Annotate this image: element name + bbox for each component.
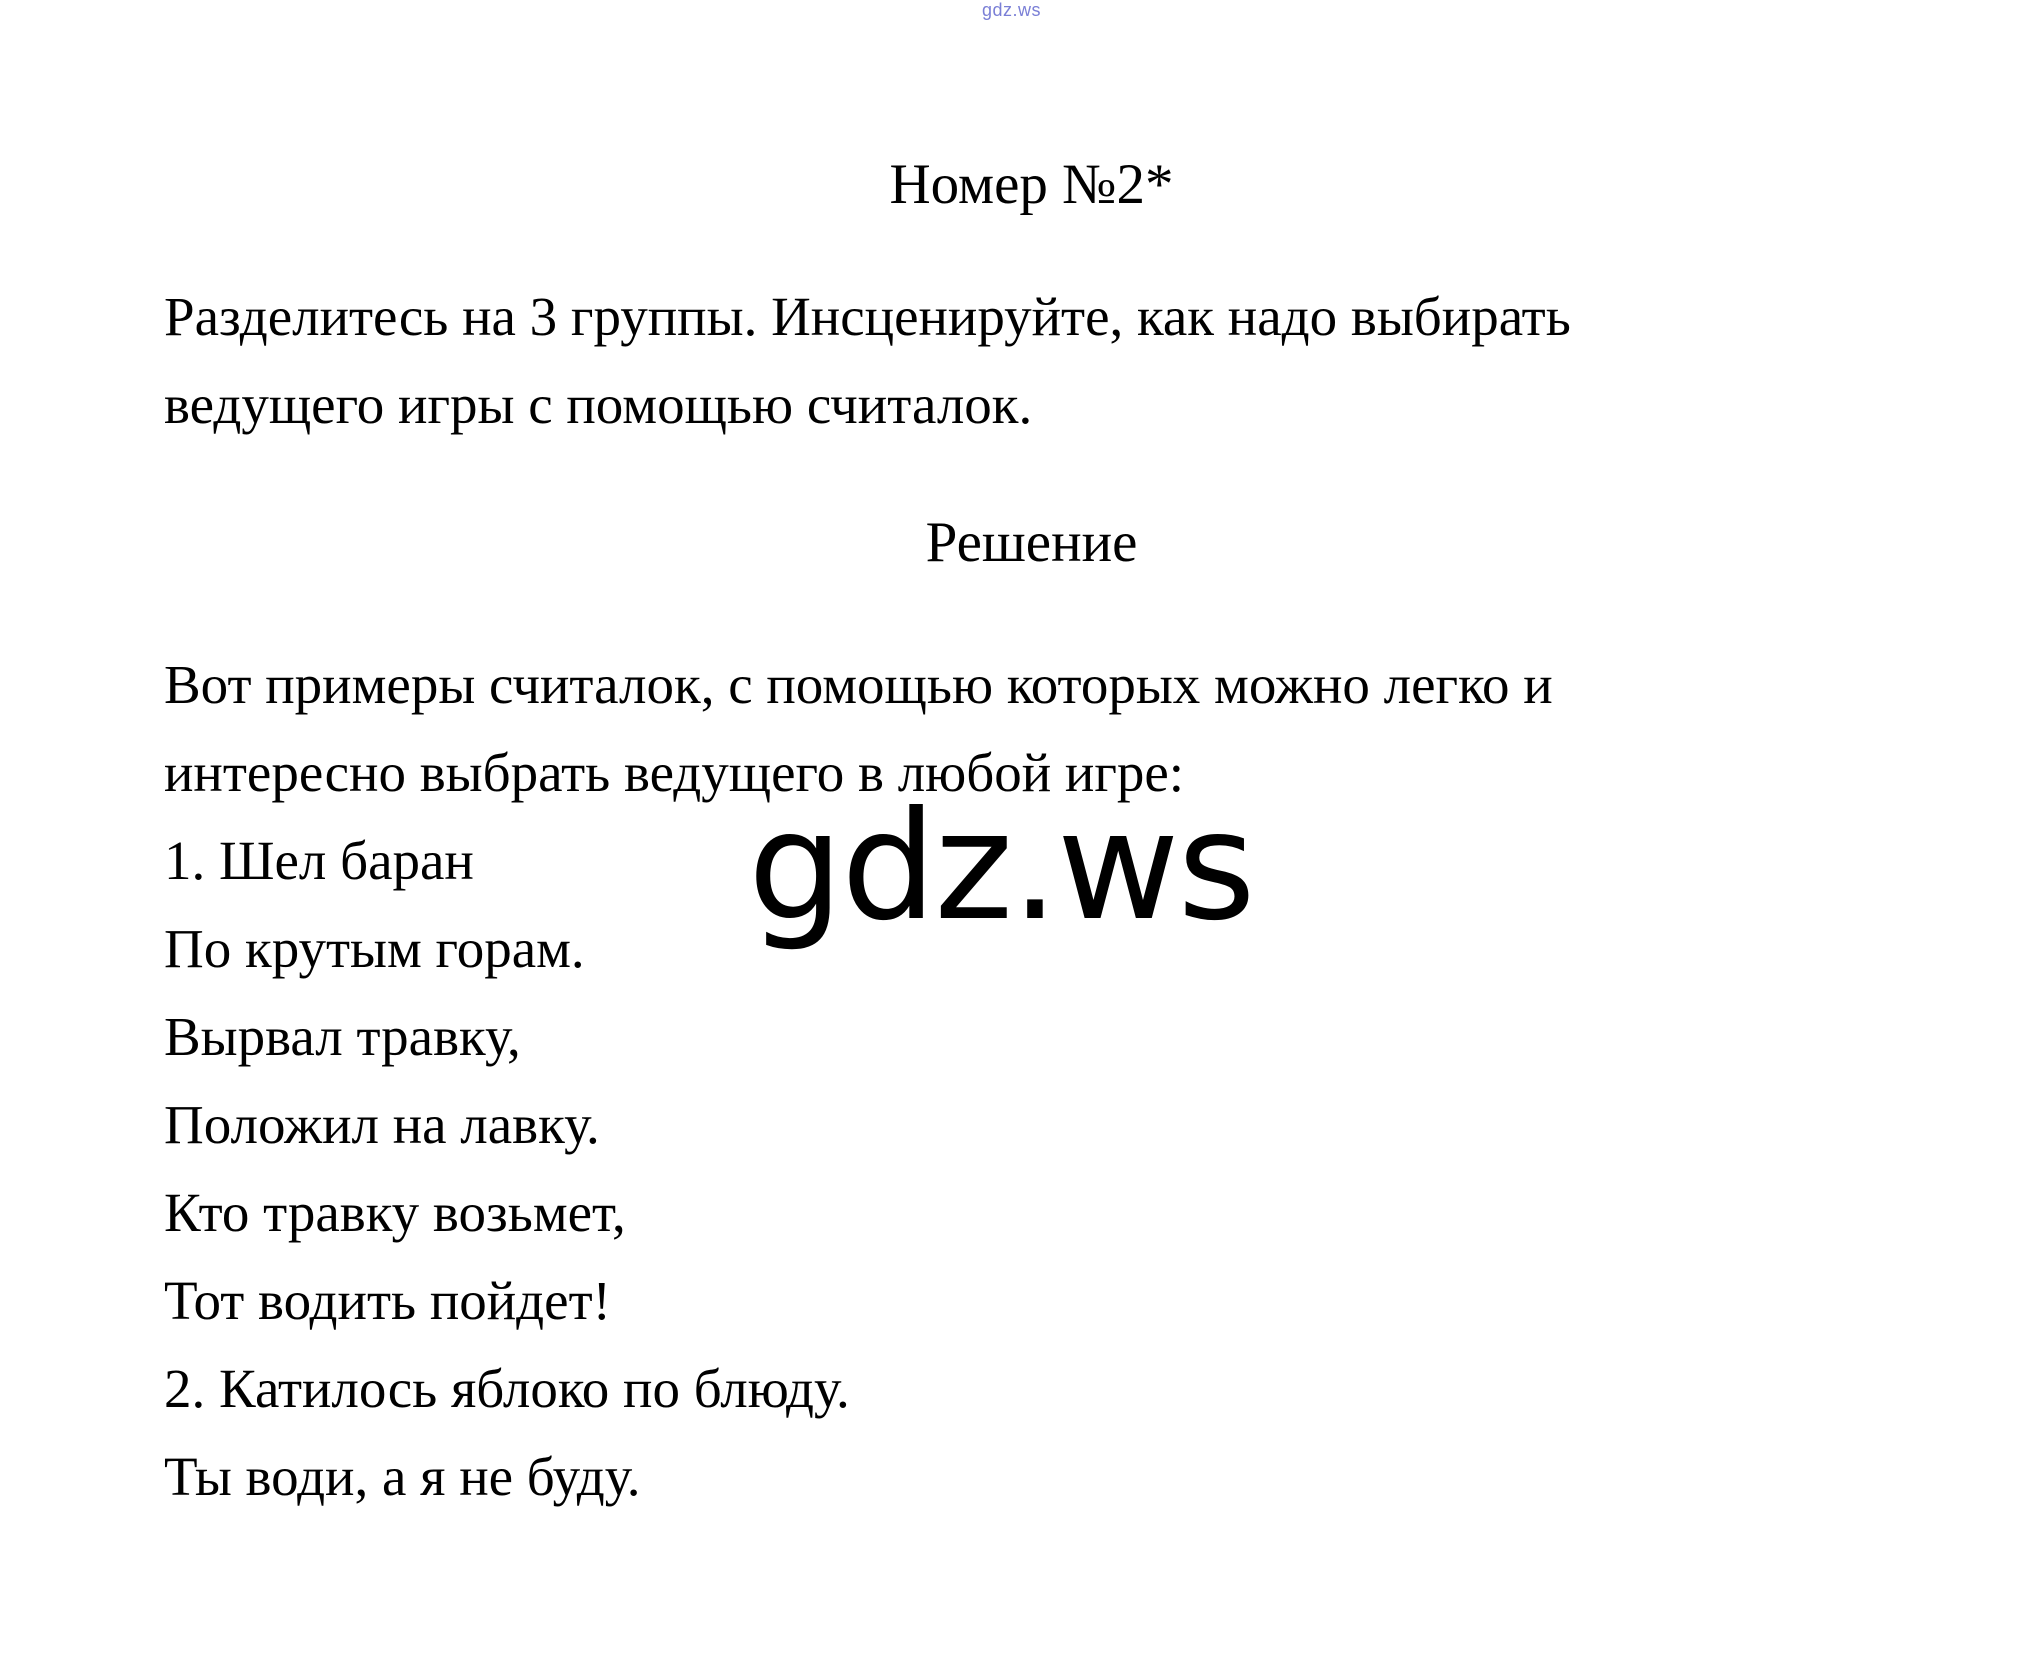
task-text-line-2: ведущего игры с помощью считалок.	[164, 374, 1033, 435]
rhyme-line: Тот водить пойдет!	[164, 1270, 611, 1331]
task-title: Номер №2*	[889, 153, 1174, 216]
solution-title: Решение	[925, 511, 1138, 574]
solution-intro-line-1: Вот примеры считалок, с помощью которых можно легко и	[164, 654, 1553, 715]
rhyme-line: 2. Катилось яблоко по блюду.	[164, 1358, 850, 1419]
rhyme-line: По крутым горам.	[164, 918, 585, 979]
rhyme-line: Кто травку возьмет,	[164, 1182, 626, 1243]
task-text-line-1: Разделитесь на 3 группы. Инсценируйте, как надо выбирать	[164, 286, 1571, 347]
rhyme-line: Положил на лавку.	[164, 1094, 600, 1155]
site-watermark-top: gdz.ws	[981, 0, 1042, 20]
gdz-watermark: gdz.ws	[748, 780, 1254, 954]
rhyme-line: Ты води, а я не буду.	[164, 1446, 641, 1507]
rhyme-line: 1. Шел баран	[164, 830, 474, 891]
solution-intro-line-2: интересно выбрать ведущего в любой игре:	[164, 742, 1185, 803]
rhyme-line: Вырвал травку,	[164, 1006, 521, 1067]
